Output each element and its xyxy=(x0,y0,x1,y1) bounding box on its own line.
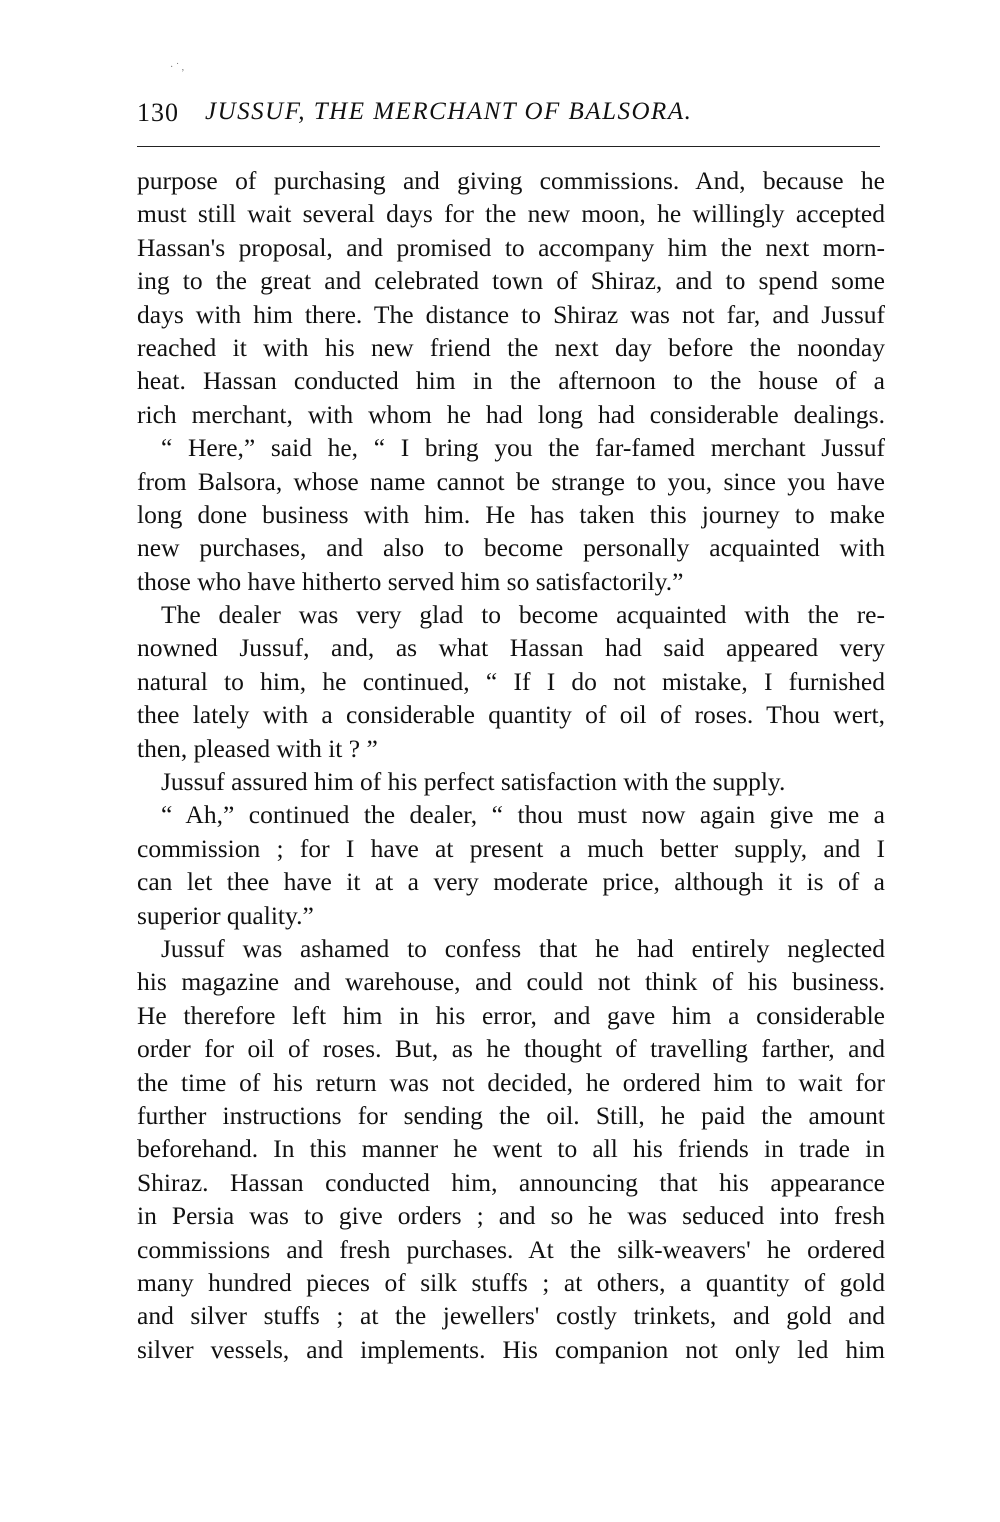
body-text xyxy=(137,164,885,1366)
text-line: Hassan's proposal, and promised to accompany him the next morn- xyxy=(137,232,885,262)
text-line: the time of his return was not decided, he ordered him to wait for xyxy=(137,1067,885,1097)
text-line: and silver stuffs ; at the jewellers' costly trinkets, and gold and xyxy=(137,1301,885,1331)
text-line: many hundred pieces of silk stuffs ; at others, a quantity of gold xyxy=(137,1267,885,1297)
text-line: heat. Hassan conducted him in the afternoon to the house of a xyxy=(137,366,885,396)
text-line: new purchases, and also to become personally acquainted with xyxy=(137,533,885,563)
text-line: Jussuf assured him of his perfect satisfaction with the supply. xyxy=(161,767,786,797)
text-line: natural to him, he continued, “ If I do not mistake, I furnished xyxy=(137,666,885,696)
text-line: then, pleased with it ? ” xyxy=(137,733,378,763)
text-line: days with him there. The distance to Shiraz was not far, and Jussuf xyxy=(137,299,885,329)
text-line: those who have hitherto served him so satisfactorily.” xyxy=(137,566,684,596)
text-line: beforehand. In this manner he went to all his friends in trade in xyxy=(137,1134,885,1164)
text-line: from Balsora, whose name cannot be strange to you, since you have xyxy=(137,466,885,496)
text-line: commissions and fresh purchases. At the silk-weavers' he ordered xyxy=(137,1234,885,1264)
text-line: long done business with him. He has taken this journey to make xyxy=(137,499,885,529)
page-number: 130 xyxy=(137,98,179,127)
running-header xyxy=(137,98,887,138)
text-line: The dealer was very glad to become acquainted with the re- xyxy=(161,600,885,630)
text-line: must still wait several days for the new moon, he willingly accepted xyxy=(137,199,885,229)
text-line: “ Here,” said he, “ I bring you the far-famed merchant Jussuf xyxy=(161,433,885,463)
text-line: order for oil of roses. But, as he thought of travelling farther, and xyxy=(137,1034,885,1064)
text-line: commission ; for I have at present a much better supply, and I xyxy=(137,833,885,863)
text-line: his magazine and warehouse, and could not think of his business. xyxy=(137,967,885,997)
text-line: He therefore left him in his error, and gave him a considerable xyxy=(137,1000,885,1030)
running-title: JUSSUF, THE MERCHANT OF BALSORA. xyxy=(205,98,693,125)
header-rule xyxy=(137,146,880,147)
text-line: reached it with his new friend the next day before the noonday xyxy=(137,332,885,362)
text-line: in Persia was to give orders ; and so he was seduced into fresh xyxy=(137,1201,885,1231)
text-line: rich merchant, with whom he had long had considerable dealings. xyxy=(137,399,885,429)
scan-specks: · ˙ , xyxy=(170,62,185,73)
text-line: “ Ah,” continued the dealer, “ thou must now again give me a xyxy=(161,800,885,830)
text-line: Jussuf was ashamed to confess that he had entirely neglected xyxy=(161,933,885,963)
text-line: can let thee have it at a very moderate price, although it is of a xyxy=(137,867,885,897)
text-line: silver vessels, and implements. His companion not only led him xyxy=(137,1334,885,1364)
text-line: superior quality.” xyxy=(137,900,314,930)
text-line: purpose of purchasing and giving commissions. And, because he xyxy=(137,166,885,195)
text-line: ing to the great and celebrated town of Shiraz, and to spend some xyxy=(137,266,885,296)
text-line: nowned Jussuf, and, as what Hassan had said appeared very xyxy=(137,633,885,663)
text-line: further instructions for sending the oil. Still, he paid the amount xyxy=(137,1100,885,1130)
text-line: Shiraz. Hassan conducted him, announcing that his appearance xyxy=(137,1167,885,1197)
text-line: thee lately with a considerable quantity of oil of roses. Thou wert, xyxy=(137,700,885,730)
